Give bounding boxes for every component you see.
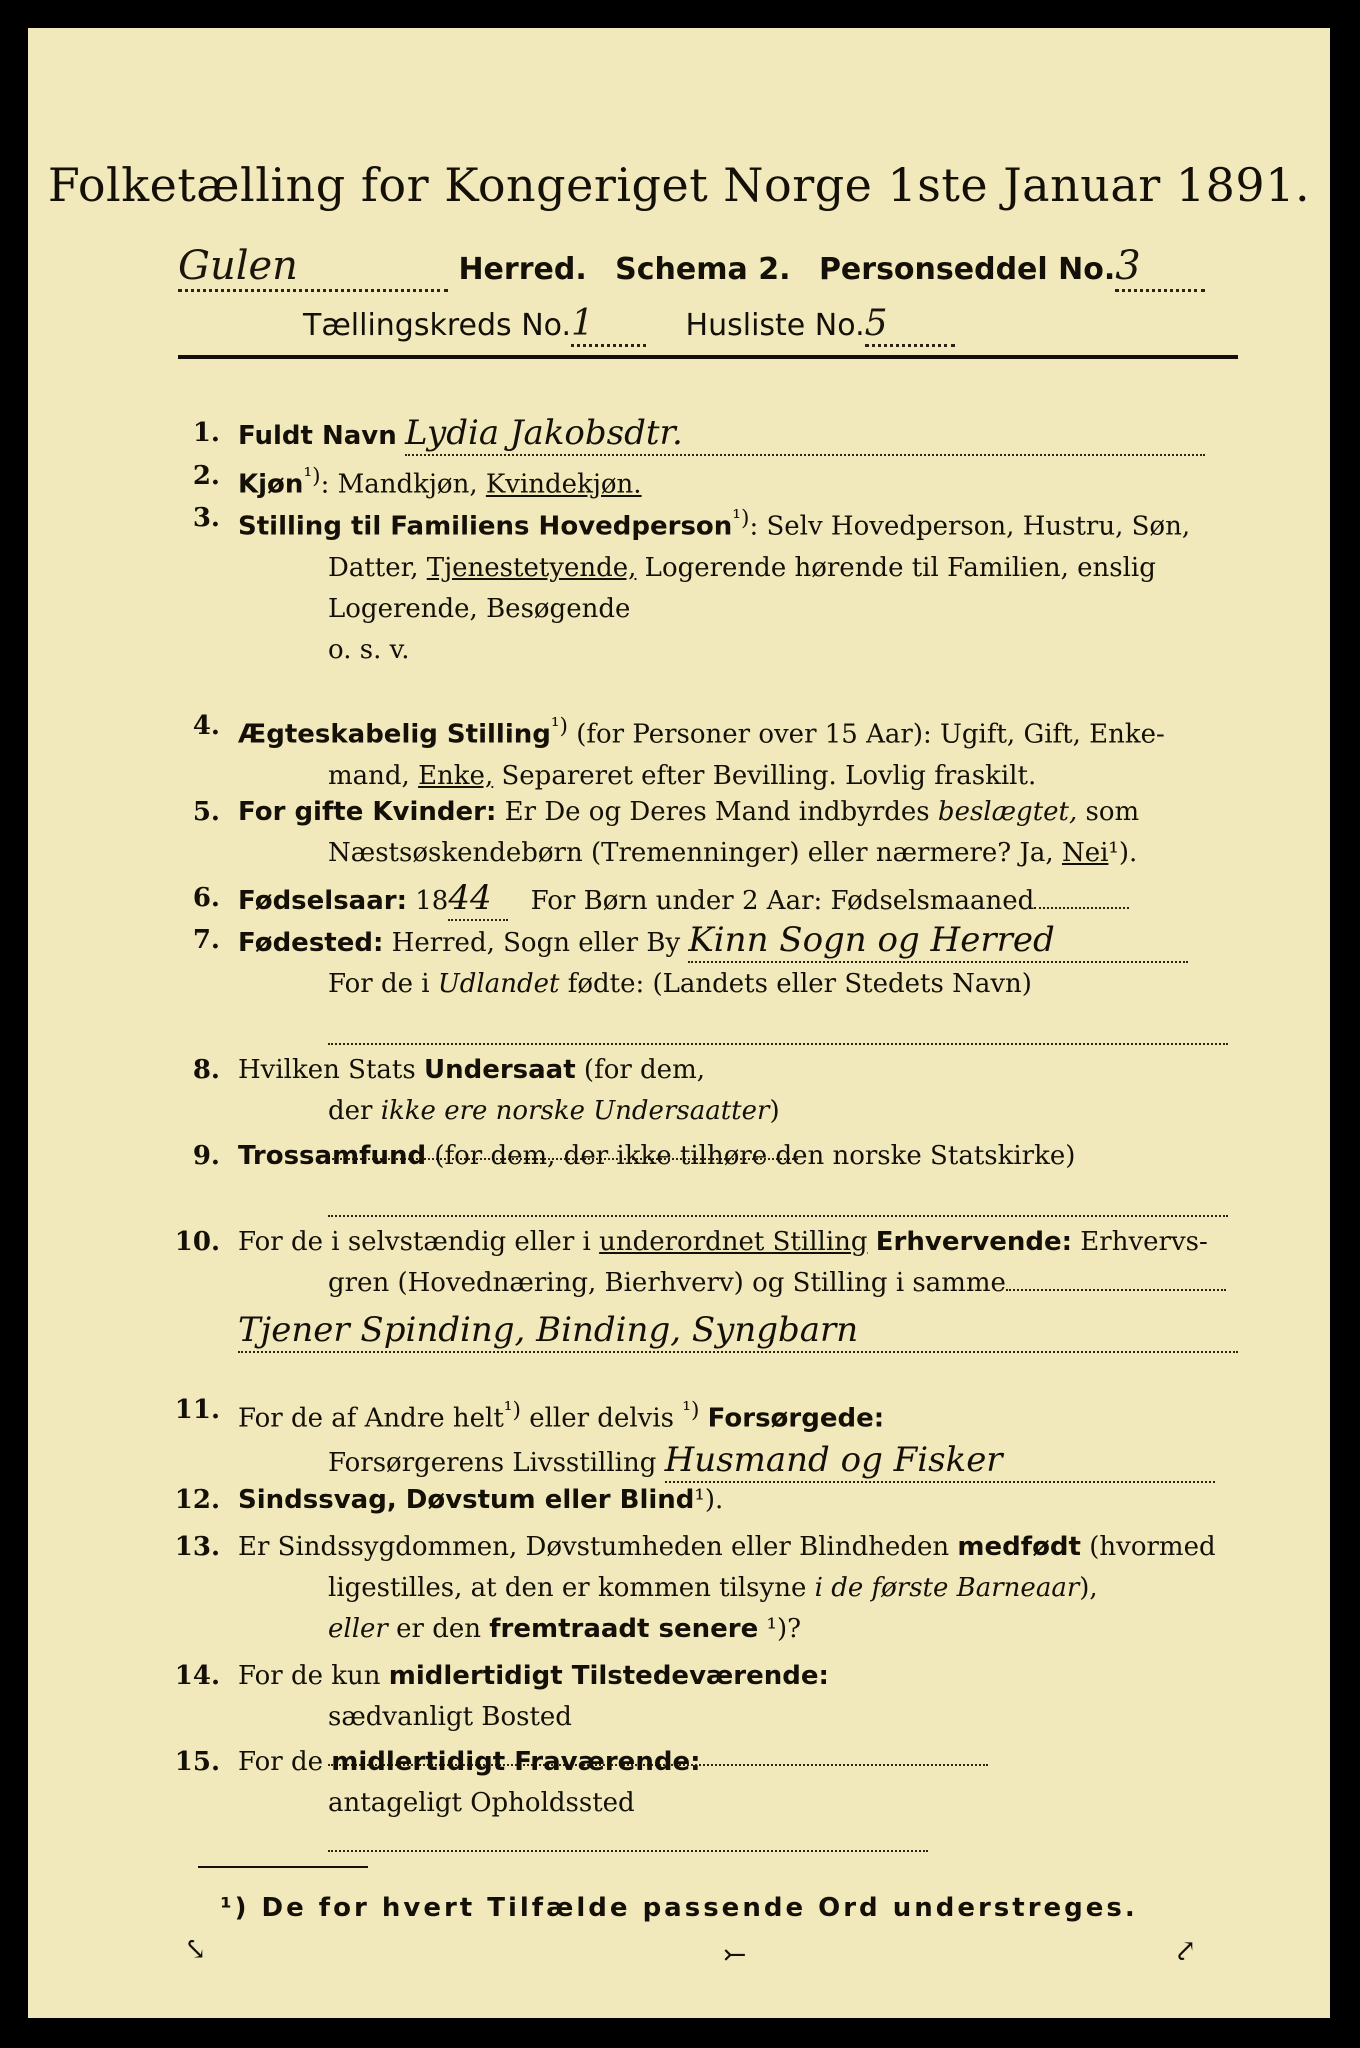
item-text: For de af Andre helt (238, 1403, 504, 1434)
item-text: o. s. v. (328, 634, 410, 665)
item-text: For de i (328, 969, 430, 999)
item-text: (hvormed (1089, 1532, 1216, 1562)
item-text: Datter, (328, 552, 419, 583)
item-text: (for Personer over 15 Aar): Ugift, Gift, Enke- (576, 719, 1165, 750)
birth-month-field (1034, 907, 1129, 909)
item-text: Næstsøskendebørn (Tremenninger) eller nærmere? Ja, (328, 838, 1054, 868)
item-text: Er De og Deres Mand indbyrdes (504, 797, 930, 827)
occupation-selected: underordnet Stilling (599, 1227, 868, 1257)
foreign-birthplace-field (328, 1005, 1228, 1045)
item-text: ) (769, 1096, 780, 1126)
item-label: medfødt (957, 1532, 1081, 1562)
census-form: Folketælling for Kongeriget Norge 1ste Januar 1891. Gulen Herred. Schema 2. Personseddel No.3 Tællingskreds No.1 Husliste No.5 1. Fuldt Navn Lydia Jakobsdtr. 2. Kjøn$^{^1)}$: Mandkjøn, Kvindekjøn. 3. Stilling til Familiens Hovedperson$^{^1)}$: Selv Hovedperson, Hustru, Søn, Datter, Tjenestetyende, Logerende hørende til Familien, enslig Logerende, Besøgende o. s. v. 4. Ægteskabelig Stilling$^{^1)}$ (for Personer over 15 Aar): Ugift, Gift, Enke- mand, Enke, Separeret efter Bevilling. Lovlig fraskilt. 5. For gifte Kvinder: Er De og Deres Mand indbyrdes beslægtet, som Næstsøskendebørn (Tremenninger) eller nærmere? Ja, Nei¹). 6. Fødselsaar: 1844 For Børn under 2 Aar: Fødselsmaaned 7. Fødested: Herred, Sogn eller By Kinn Sogn og Herred For de i Udlandet fødte: (Landets eller Stedets Navn) 8. Hvilken Stats Undersaat (for dem, der ikke ere norske Undersaatter) 9. Trossamfund (for dem, der ikke tilhøre den norske Statskirke) 10. For de i selvstændig eller i underordnet Stilling Erhvervende: Erhvervs- gren (Hovednæring, Bierhverv) og Stilling i samme Tjener Spinding, Binding, Syngbarn 11. For de af Andre helt$^{^1)}$ eller delvis $^{^1)}$ Forsørgede: Forsørgerens Livsstilling Husmand og Fisker 12. Sindssvag, Døvstum eller Blind¹). 13. Er Sindssygdommen, Døvstumheden eller Blindheden medfødt (hvormed ligestilles, at den er kommen tilsyne i de første Barneaar), eller er den fremtraadt senere ¹)? 14. For de kun midlertidigt Tilstedeværende: sædvanligt Bosted 15. For de midlertidigt Fraværende: antageligt Opholdssted ¹) De for hvert Tilfælde passende Ord understreges. ⤥ ⤚ ⤤ (28, 28, 1330, 2018)
item-text: For de kun (238, 1661, 381, 1691)
item-label: For gifte Kvinder: (238, 797, 497, 827)
item-text: Logerende, Besøgende (328, 593, 631, 624)
item-text: ¹)? (766, 1614, 802, 1644)
birth-year-value: 44 (448, 878, 508, 921)
item-number: 9. (192, 1141, 220, 1171)
item-label: Fødested: (238, 928, 384, 958)
marital-selected: Enke, (418, 760, 494, 791)
item-text: Separeret efter Bevilling. Lovlig fraskilt. (501, 760, 1037, 791)
item-number: 4. (192, 711, 220, 741)
item-text: sædvanligt Bosted (328, 1702, 572, 1732)
birthplace-value: Kinn Sogn og Herred (688, 920, 1188, 963)
item-text: (for dem, (583, 1055, 705, 1085)
item-number: 15. (174, 1747, 220, 1777)
item-text: Hvilken Stats (238, 1055, 416, 1085)
item-number: 10. (174, 1227, 220, 1257)
herred-line (178, 243, 1205, 292)
item-label: Forsørgede: (707, 1403, 885, 1434)
margin-mark-center: ⤚ (723, 1938, 747, 1971)
item-text: For de i selvstændig eller i (238, 1227, 591, 1257)
herred-value: Gulen (178, 243, 448, 292)
item-text: ikke ere norske Undersaatter (380, 1096, 770, 1126)
header-rule (178, 355, 1238, 359)
full-name-value: Lydia Jakobsdtr. (405, 413, 1205, 456)
religion-field (328, 1177, 1228, 1217)
item-text: eller delvis (529, 1403, 674, 1434)
item-text: ligestilles, at den er kommen tilsyne (328, 1573, 807, 1603)
footnote: ¹) De for hvert Tilfælde passende Ord understreges. (220, 1893, 1138, 1923)
occupation-dots (1006, 1289, 1226, 1291)
item-number: 12. (174, 1485, 220, 1515)
item-text: eller (328, 1614, 388, 1644)
item-text: der (328, 1096, 373, 1126)
item-text: (for dem, der ikke tilhøre den norske Statskirke) (434, 1141, 1076, 1171)
footnote-ref: ¹) (303, 464, 321, 489)
item-number: 6. (192, 883, 220, 913)
position-selected: Tjenestetyende, (426, 552, 637, 583)
item-text: Udlandet (437, 969, 560, 999)
item-text: er den (396, 1614, 481, 1644)
item-text: ), (1079, 1573, 1098, 1603)
item-label: Fødselsaar: (238, 886, 407, 916)
stay-place-field (328, 1850, 928, 1852)
item-label: midlertidigt Fraværende: (331, 1747, 701, 1777)
item-number: 14. (174, 1661, 220, 1691)
provider-value: Husmand og Fisker (665, 1440, 1215, 1483)
item-label: Erhvervende: (875, 1227, 1073, 1257)
item-text: Erhvervs- (1080, 1227, 1208, 1257)
item-text: For de (238, 1747, 323, 1777)
personseddel-label: Personseddel No. (818, 252, 1116, 287)
margin-mark-right: ⤤ (1173, 1933, 1197, 1966)
item-label: Kjøn (238, 469, 304, 500)
item-number: 11. (174, 1395, 220, 1425)
item-text: Herred, Sogn eller By (391, 928, 681, 958)
item-number: 13. (174, 1532, 220, 1562)
taellingskreds-label: Tællingskreds No. (303, 308, 571, 343)
item-text: beslægtet, (937, 797, 1078, 827)
item-label: Trossamfund (238, 1141, 427, 1171)
item-text: antageligt Opholdssted (328, 1788, 635, 1818)
occupation-value: Tjener Spinding, Binding, Syngbarn (238, 1310, 1238, 1353)
item-label: Fuldt Navn (238, 421, 397, 451)
sex-selected: Kvindekjøn. (485, 469, 642, 500)
item-number: 5. (192, 797, 220, 827)
item-text: ¹). (1108, 838, 1138, 868)
item-number: 1. (192, 418, 220, 448)
item-label: Ægteskabelig Stilling (238, 719, 551, 750)
personseddel-value: 3 (1115, 243, 1205, 292)
item-text: Forsørgerens Livsstilling (328, 1447, 657, 1478)
footnote-ref: ¹) (732, 506, 750, 531)
item-number: 3. (192, 503, 220, 533)
item-number: 7. (192, 925, 220, 955)
husliste-label: Husliste No. (685, 308, 865, 343)
footnote-ref: ¹) (503, 1398, 521, 1423)
item-text: Logerende hørende til Familien, enslig (644, 552, 1156, 583)
item-label: fremtraadt senere (489, 1614, 759, 1644)
margin-mark-left: ⤥ (183, 1933, 207, 1966)
item-label: midlertidigt Tilstedeværende: (388, 1661, 829, 1691)
item-text: fødte: (Landets eller Stedets Navn) (567, 969, 1032, 999)
item-text: i de første Barneaar (814, 1573, 1080, 1603)
item-text: ¹). (694, 1485, 724, 1515)
item-text: : Mandkjøn, (320, 469, 478, 500)
item-text: Er Sindssygdommen, Døvstumheden eller Blindheden (238, 1532, 950, 1562)
herred-label: Herred. (458, 252, 587, 287)
item-text: : Selv Hovedperson, Hustru, Søn, (749, 511, 1191, 542)
item-text: mand, (328, 760, 410, 791)
form-title: Folketælling for Kongeriget Norge 1ste Januar 1891. (47, 158, 1311, 212)
footnote-ref: ¹) (550, 714, 568, 739)
item-text: som (1085, 797, 1140, 827)
husliste-value: 5 (865, 303, 955, 347)
item-label: Sindssvag, Døvstum eller Blind (238, 1485, 695, 1515)
item-text: gren (Hovednæring, Bierhverv) og Stilling i samme (328, 1268, 1006, 1298)
item-number: 8. (192, 1055, 220, 1085)
item-number: 2. (192, 461, 220, 491)
year-prefix: 18 (415, 886, 449, 916)
taellingskreds-value: 1 (571, 303, 646, 347)
footnote-rule (198, 1866, 368, 1868)
item-label: Undersaat (423, 1055, 576, 1085)
schema-label: Schema 2. (615, 252, 791, 287)
item-label: Stilling til Familiens Hovedperson (238, 511, 733, 542)
item-text: For Børn under 2 Aar: Fødselsmaaned (530, 886, 1035, 916)
kreds-line (303, 303, 955, 347)
related-selected: Nei (1061, 838, 1109, 868)
